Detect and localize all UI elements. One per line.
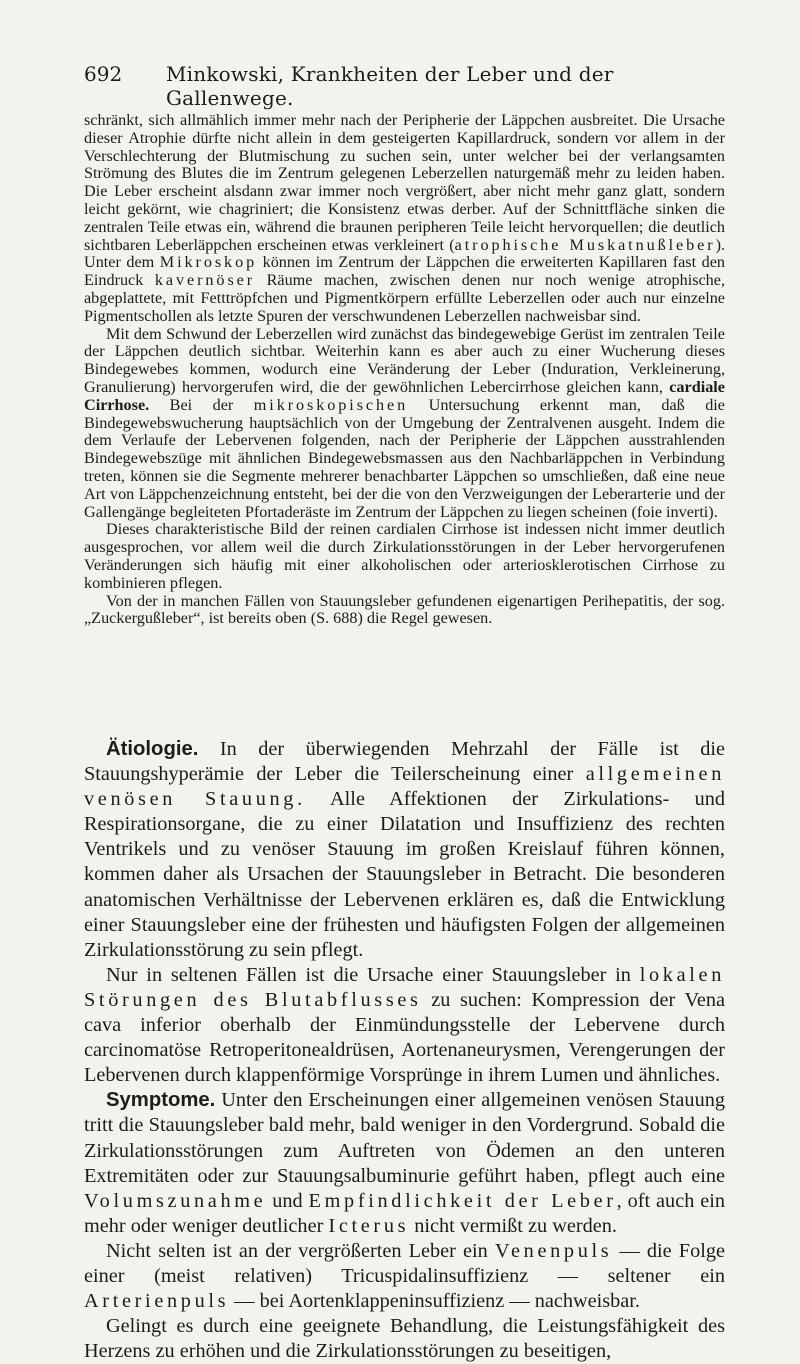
paragraph: schränkt, sich allmählich immer mehr nach der Peripherie der Läppchen ausbreitet. Die Ursache dieser Atrophie dürfte nicht allein in dem gesteigerten Kapillardruck, sondern vor allem in der Verschlechterung der Blutmischung zu suchen sein, unter welcher bei der verlangsamten Strömung des Blutes die im Zentrum gelegenen Leberzellen naturgemäß mehr zu leiden haben. Die Leber erscheint alsdann zwar immer noch vergrößert, aber nicht mehr ganz glatt, sondern leicht gekörnt, wie chagriniert; die Konsistenz etwas derber. Auf der Schnittfläche sinken die zentralen Teile etwas ein, während die braunen peripheren Teile leicht hervorquellen; die deutlich sichtbaren Leberläppchen erscheinen etwas verkleinert (atrophische Muskatnußleber). Unter dem Mikroskop können im Zentrum der Läppchen die erweiterten Kapillaren fast den Eindruck kavernöser Räume machen, zwischen denen nur noch wenige atrophische, abgeplattete, mit Fetttröpfchen und Pigmentkörpern erfüllte Leberzellen oder auch nur einzelne Pigmentschollen als letzte Spuren der verschwundenen Leberzellen nachweisbar sind. [84, 111, 725, 325]
paragraph: Gelingt es durch eine geeignete Behandlung, die Leistungsfähigkeit des Herzens zu erhöhen und die Zirkulationsstörungen zu beseitigen, [84, 1315, 725, 1363]
emphasis: Mikroskop [159, 253, 258, 272]
emphasis: Arterienpuls [84, 1290, 230, 1313]
bold-term: cardiale Cirrhose. [84, 377, 725, 414]
paragraph: Symptome. Unter den Erscheinungen einer allgemeinen venösen Stauung tritt die Stauungsleber bald mehr, bald weniger in den Vordergrund. Sobald die Zirkulationsstörungen zum Auftreten von Ödemen an den unteren Extremitäten oder zur Stauungsalbuminurie geführt haben, pflegt auch eine Volumszunahme und Empfindlichkeit der Leber, oft auch ein mehr oder weniger deutlicher Icterus nicht vermißt zu werden. [84, 1089, 726, 1237]
page-header [84, 62, 724, 110]
page-number: 692 [84, 62, 123, 86]
small-print-section [84, 112, 725, 628]
paragraph: Nicht selten ist an der vergrößerten Leber ein Venenpuls — die Folge einer (meist relativen) Tricuspidalinsuffizienz — seltener ein Arterienpuls — bei Aortenklappeninsuffizienz — nachweisbar. [84, 1239, 726, 1313]
emphasis: Empfindlichkeit der Leber [308, 1189, 617, 1212]
paragraph: Mit dem Schwund der Leberzellen wird zunächst das bindegewebige Gerüst im zentralen Teile der Läppchen deutlich sichtbar. Weiterhin kann es aber auch zu einer Wucherung dieses Bindegewebes kommen, wodurch eine Veränderung der Leber (Induration, Verkleinerung, Granulierung) hervorgerufen wird, die der gewöhnlichen Lebercirrhose gleichen kann, cardiale Cirrhose. Bei der mikroskopischen Untersuchung erkennt man, daß die Bindegewebswucherung hauptsächlich von der Umgebung der Zentralvenen ausgeht. Indem die dem Verlaufe der Lebervenen folgenden, nach der Peripherie der Läppchen ausstrahlenden Bindegewebszüge mit ähnlichen Bindegewebsmassen aus den Nachbarläppchen in Verbindung treten, können sie die Segmente mehrerer benachbarter Läppchen so umschließen, daß eine neue Art von Läppchenzeichnung entsteht, bei der die von den Verzweigungen der Leberarterie und der Gallengänge begleiteten Pfortaderäste im Zentrum der Läppchen zu liegen scheinen (foie inverti). [84, 324, 725, 521]
emphasis: Icterus [328, 1214, 410, 1237]
emphasis: Venenpuls [494, 1239, 613, 1262]
section-heading-aetiologie: Ätiologie. [106, 738, 199, 760]
paragraph: Ätiologie. In der überwiegenden Mehrzahl der Fälle ist die Stauungshyperämie der Leber die Teilerscheinung einer allgemeinen venösen Stauung. Alle Affektionen der Zirkulations- und Respirationsorgane, die zu einer Dilatation und Insuffizienz des rechten Ventrikels und zu venöser Stauung im großen Kreislauf führen können, kommen daher als Ursachen der Stauungsleber in Betracht. Die besonderen anatomischen Verhältnisse der Lebervenen erklären es, daß die Entwicklung einer Stauungsleber eine der frühesten und häufigsten Folgen der allgemeinen Zirkulationsstörung zu sein pflegt. [84, 738, 725, 961]
paragraph: Nur in seltenen Fällen ist die Ursache einer Stauungsleber in lokalen Störungen des Blutabflusses zu suchen: Kompression der Vena cava inferior oberhalb der Einmündungsstelle der Lebervene durch carcinomatöse Retroperitonealdrüsen, Aortenaneurysmen, Verengerungen der Lebervenen durch klappenförmige Vorsprünge in ihrem Lumen und ähnliches. [84, 963, 725, 1087]
emphasis: mikroskopischen [253, 395, 409, 414]
paragraph: Dieses charakteristische Bild der reinen cardialen Cirrhose ist indessen nicht immer deutlich ausgesprochen, vor allem weil die durch Zirkulationsstörungen in der Leber hervorgerufenen Veränderungen sich häufig mit einer alkoholischen oder arteriosklerotischen Cirrhose zu kombinieren pflegen. [84, 520, 725, 592]
emphasis: kavernöser [154, 271, 256, 290]
emphasis: allgemeinen venösen Stauung. [84, 763, 725, 811]
emphasis: Volumszunahme [84, 1189, 267, 1212]
section-heading-symptome: Symptome. [106, 1089, 216, 1112]
running-title: Minkowski, Krankheiten der Leber und der Gallenwege. [166, 62, 614, 110]
emphasis: atrophische Muskatnußleber [454, 235, 716, 254]
emphasis: lokalen Störungen des Blutabflusses [84, 963, 725, 1011]
main-text-section [84, 737, 725, 1364]
paragraph: Von der in manchen Fällen von Stauungsleber gefundenen eigenartigen Perihepatitis, der sog. „Zuckergußleber“, ist bereits oben (S. 688) die Regel gewesen. [84, 591, 725, 628]
